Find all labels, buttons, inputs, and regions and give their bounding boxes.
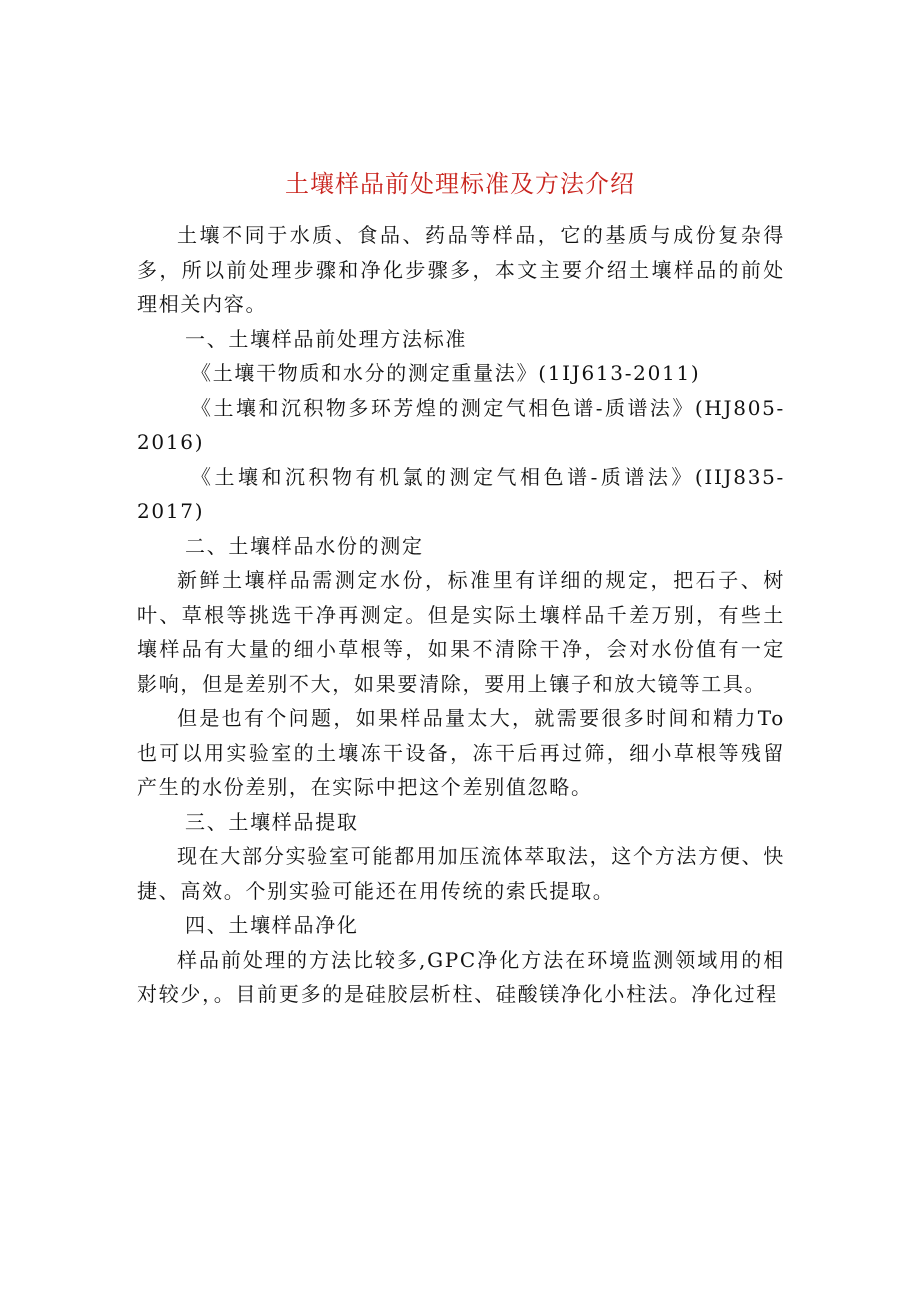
section-3-paragraph-1: 现在大部分实验室可能都用加压流体萃取法，这个方法方便、快捷、高效。个别实验可能还在用传统的索氏提取。 [137, 844, 785, 903]
section-4-heading: 四、土壤样品净化 [185, 913, 359, 937]
document-title: 土壤样品前处理标准及方法介绍 [285, 170, 635, 198]
section-1-heading: 一、土壤样品前处理方法标准 [185, 326, 468, 351]
document-body [137, 218, 785, 1012]
section-2-paragraph-1: 新鲜土壤样品需测定水份，标准里有详细的规定，把石子、树叶、草根等挑选干净再测定。但是实际土壤样品千差万别，有些土壤样品有大量的细小草根等，如果不清除干净，会对水份值有一定影响，但是差别不大，如果要清除，要用上镶子和放大镜等工具。 [137, 568, 785, 696]
section-2-paragraph-2: 但是也有个问题，如果样品量太大，就需要很多时间和精力To也可以用实验室的土壤冻干设备，冻干后再过筛，细小草根等残留产生的水份差别，在实际中把这个差别值忽略。 [137, 706, 785, 799]
standard-reference-1: 《土壤干物质和水分的测定重量法》(1IJ613-2011) [191, 361, 701, 385]
intro-paragraph: 土壤不同于水质、食品、药品等样品，它的基质与成份复杂得多，所以前处理步骤和净化步骤多，本文主要介绍土壤样品的前处理相关内容。 [137, 223, 785, 316]
standard-reference-2: 《土壤和沉积物多环芳煌的测定气相色谱-质谱法》(HJ805-2016) [137, 395, 785, 454]
section-2-heading: 二、土壤样品水份的测定 [185, 533, 424, 558]
standard-reference-3: 《土壤和沉积物有机氯的测定气相色谱-质谱法》(IIJ835-2017) [137, 464, 785, 523]
section-4-paragraph-1: 样品前处理的方法比较多,GPC净化方法在环境监测领域用的相对较少，。目前更多的是硅胶层析柱、硅酸镁净化小柱法。净化过程 [137, 947, 785, 1006]
section-3-heading: 三、土壤样品提取 [185, 809, 359, 834]
